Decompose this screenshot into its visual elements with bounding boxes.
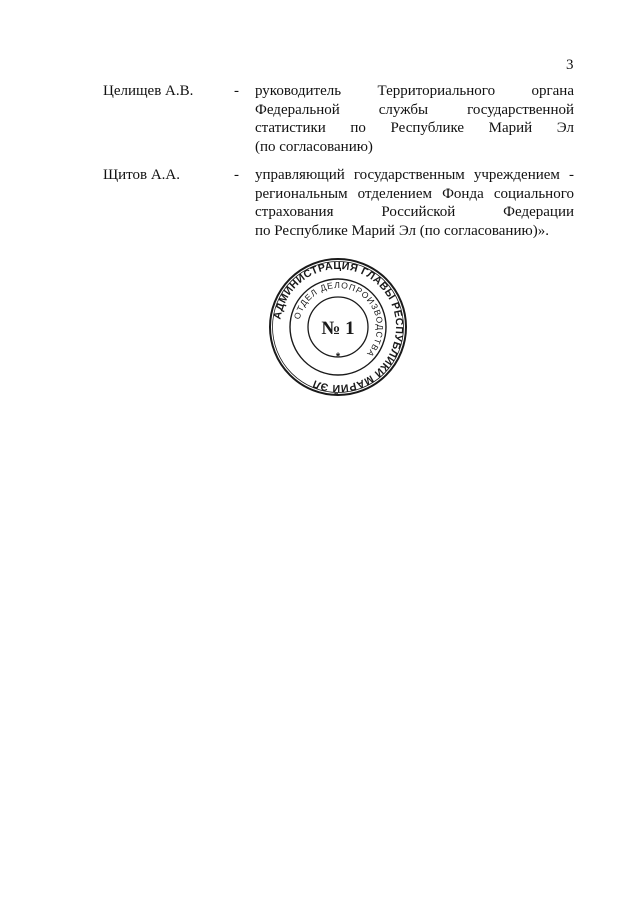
position-line: управляющий государственным учреждением -: [255, 167, 574, 183]
position-line: Федеральной службы государственной: [255, 101, 574, 118]
page-number: 3: [566, 57, 574, 73]
position-line: (по согласованию): [255, 139, 373, 156]
entry-dash: -: [234, 83, 239, 99]
stamp-star-icon: *: [335, 351, 341, 363]
position-line: руководитель Территориального органа: [255, 83, 574, 99]
stamp-outer-text: АДМИНИСТРАЦИЯ ГЛАВЫ РЕСПУБЛИКИ МАРИЙ ЭЛ: [271, 259, 406, 395]
official-stamp: [268, 257, 408, 397]
entry-dash: -: [234, 167, 239, 183]
stamp-inner-text: ОТДЕЛ ДЕЛОПРОИЗВОДСТВА: [291, 279, 386, 360]
position-line: статистики по Республике Марий Эл: [255, 120, 574, 137]
member-position: [255, 82, 574, 157]
member-name: Целищев А.В.: [103, 83, 194, 99]
member-position: [255, 166, 574, 241]
position-line: по Республике Марий Эл (по согласованию)».: [255, 223, 549, 240]
position-line: страхования Российской Федерации: [255, 204, 574, 221]
stamp-number: № 1: [321, 318, 355, 339]
position-line: региональным отделением Фонда социального: [255, 185, 574, 202]
stamp-seal-icon: [268, 257, 408, 397]
member-name: Щитов А.А.: [103, 167, 181, 183]
